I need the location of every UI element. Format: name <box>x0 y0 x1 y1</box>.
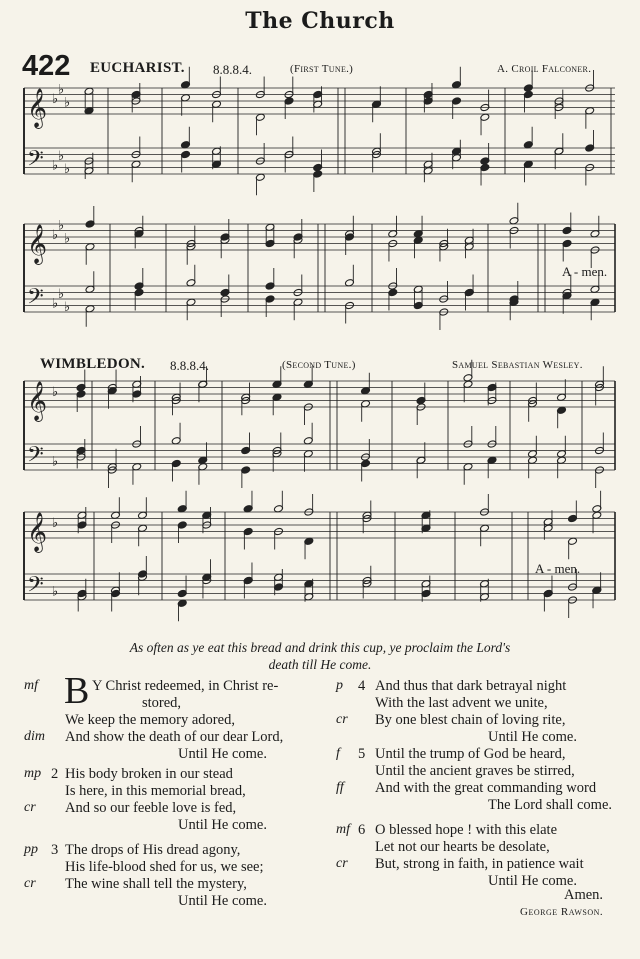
bass-clef: 𝄢 <box>27 442 44 473</box>
verse-line: Until He come. <box>488 729 577 745</box>
tune-composer-2: Samuel Sebastian Wesley. <box>452 359 583 371</box>
verse-line: Is here, in this memorial bread, <box>65 783 246 799</box>
dynamic-marking: f <box>336 746 340 761</box>
treble-clef: 𝄞 <box>27 224 48 264</box>
hymn-number: 422 <box>22 50 71 82</box>
verse-line: The wine shall tell the mystery, <box>65 876 247 892</box>
dynamic-marking: cr <box>336 856 348 871</box>
verse-line: And show the death of our dear Lord, <box>65 729 284 745</box>
flat-sign: ♭ <box>64 95 71 111</box>
verse-line: Let not our hearts be desolate, <box>375 839 550 855</box>
treble-clef: 𝄞 <box>27 512 48 552</box>
verse-line: Until He come. <box>178 817 267 833</box>
flat-sign: ♭ <box>64 299 71 315</box>
dynamic-marking: mp <box>24 766 42 781</box>
verse-line: And so our feeble love is fed, <box>65 800 237 816</box>
verse-line: O blessed hope ! with this elate <box>375 822 558 838</box>
flat-sign: ♭ <box>52 158 59 174</box>
flat-sign: ♭ <box>52 454 59 470</box>
dynamic-marking: pp <box>24 842 38 857</box>
verse-line: Until He come. <box>178 746 267 762</box>
flat-sign: ♭ <box>58 82 65 98</box>
flat-sign: ♭ <box>52 296 59 312</box>
dynamic-marking: p <box>336 678 343 693</box>
flat-sign: ♭ <box>52 228 59 243</box>
treble-clef: 𝄞 <box>27 381 48 421</box>
dynamic-marking: ff <box>336 780 344 795</box>
tune-version-1: (First Tune.) <box>290 63 354 75</box>
verse-number: 6 <box>358 822 366 838</box>
amen-label-2: A - men. <box>535 561 581 576</box>
verse-line: His life-blood shed for us, we see; <box>65 859 264 875</box>
dynamic-marking: cr <box>24 800 36 815</box>
dynamic-marking: cr <box>24 876 36 891</box>
verse-line: Until He come. <box>488 873 577 889</box>
verse-line: His body broken in our stead <box>65 766 233 782</box>
running-head: The Church <box>245 8 395 34</box>
verse-number: 2 <box>51 766 59 782</box>
verse-number: 5 <box>358 746 366 762</box>
verse-line: We keep the memory adored, <box>65 712 235 728</box>
flat-sign: ♭ <box>52 385 59 400</box>
tune-name-2: WIMBLEDON. <box>40 356 146 372</box>
verse-line: By one blest chain of loving rite, <box>375 712 566 728</box>
treble-clef: 𝄞 <box>27 88 48 128</box>
tune-meter-1: 8.8.8.4. <box>213 62 252 77</box>
flat-sign: ♭ <box>64 231 71 247</box>
bass-clef: 𝄢 <box>27 146 44 177</box>
dynamic-marking: mf <box>336 822 350 837</box>
verse-line: Until the trump of God be heard, <box>375 746 566 762</box>
amen-text: Amen. <box>564 887 604 903</box>
amen-label-1: A - men. <box>562 264 608 279</box>
verse-line: Until He come. <box>178 893 267 909</box>
tune-meter-2: 8.8.8.4. <box>170 358 209 373</box>
verse-line: stored, <box>142 695 182 711</box>
bass-clef: 𝄢 <box>27 284 44 315</box>
scripture-quote <box>40 639 600 673</box>
verse-line: The drops of His dread agony, <box>65 842 241 858</box>
tune-composer-1: A. Croil Falconer. <box>497 63 592 75</box>
author: George Rawson. <box>520 906 604 918</box>
flat-sign: ♭ <box>58 286 65 302</box>
verse-line: And with the great commanding word <box>375 780 597 796</box>
tune-version-2: (Second Tune.) <box>282 359 356 371</box>
flat-sign: ♭ <box>64 161 71 177</box>
flat-sign: ♭ <box>52 584 59 600</box>
verse-line: Y Christ redeemed, in Christ re- <box>92 678 279 694</box>
flat-sign: ♭ <box>58 218 65 234</box>
dynamic-marking: dim <box>24 729 45 744</box>
dynamic-marking: cr <box>336 712 348 727</box>
verse-line: But, strong in faith, in patience wait <box>375 856 584 872</box>
tune-name-1: EUCHARIST. <box>90 60 185 76</box>
verse-line: The Lord shall come. <box>488 797 613 813</box>
flat-sign: ♭ <box>52 92 59 107</box>
verse-line: With the last advent we unite, <box>375 695 548 711</box>
verse-line: Until the ancient graves be stirred, <box>375 763 575 779</box>
flat-sign: ♭ <box>58 148 65 164</box>
scripture-line-1: As often as ye eat this bread and drink this cup, ye proclaim the Lord's <box>129 640 511 655</box>
verse-dropcap: B <box>64 670 90 712</box>
bass-clef: 𝄢 <box>27 572 44 603</box>
scripture-line-2: death till He come. <box>268 657 372 672</box>
flat-sign: ♭ <box>52 516 59 531</box>
verse-number: 3 <box>51 842 59 858</box>
verse-line: And thus that dark betrayal night <box>375 678 567 694</box>
dynamic-marking: mf <box>24 678 38 693</box>
verse-number: 4 <box>358 678 366 694</box>
